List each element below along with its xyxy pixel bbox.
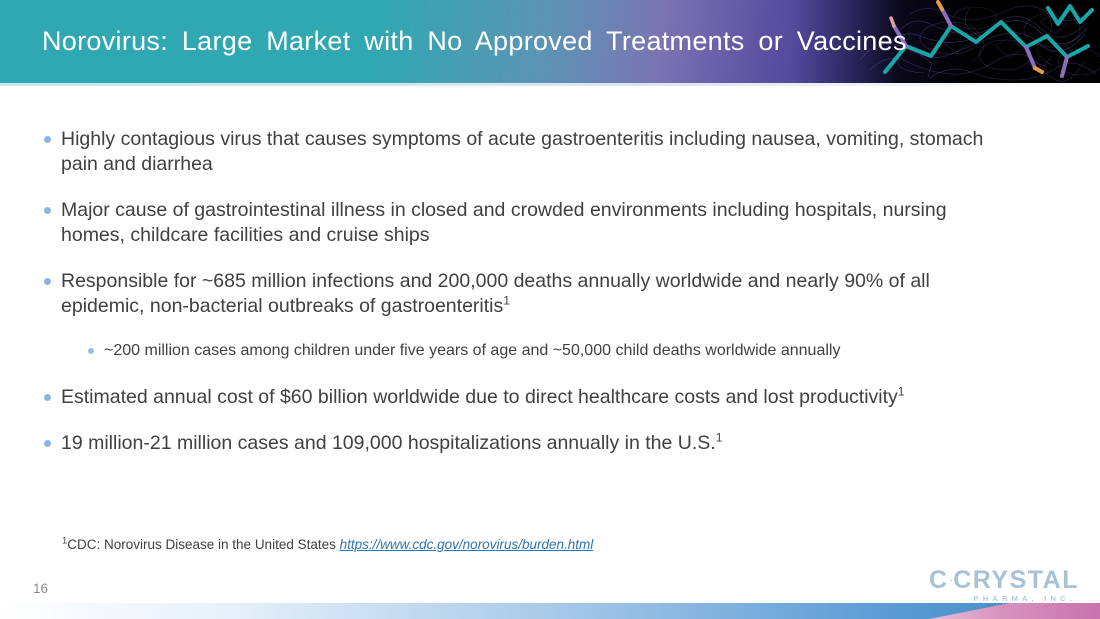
slide-header-banner (0, 0, 1100, 83)
logo-text-start: C (929, 566, 949, 594)
logo-text-end: CRYSTAL (953, 566, 1079, 594)
bullet-item-2 (44, 198, 1012, 248)
bullet-item-5 (44, 385, 1012, 410)
bullet-item-6 (44, 431, 1012, 456)
bullet-dot-icon (44, 207, 51, 214)
bullet-text-main: Major cause of gastrointestinal illness in closed and crowded environments including hospitals, nursing homes, childcare facilities and cruise ships (61, 199, 947, 246)
bullet-superscript: 1 (897, 384, 905, 399)
bullet-item-1 (44, 127, 1012, 177)
bullet-text-main: 19 million-21 million cases and 109,000 hospitalizations annually in the U.S. (61, 432, 716, 454)
bullet-item-4-sub (88, 340, 1012, 361)
footnote-link[interactable]: https://www.cdc.gov/norovirus/burden.html (339, 537, 594, 552)
page-number: 16 (33, 581, 49, 596)
bullet-text (61, 385, 905, 410)
bullet-superscript: 1 (503, 293, 510, 308)
bullet-superscript: 1 (715, 430, 723, 445)
footnote-superscript: 1 (62, 535, 68, 547)
bullet-text-main: ~200 million cases among children under five years of age and ~50,000 child deaths worldwide annually (104, 342, 841, 359)
bullet-item-3 (44, 269, 1012, 319)
bullet-dot-icon (44, 136, 51, 143)
footnote-text: CDC: Norovirus Disease in the United States (67, 537, 340, 552)
bullet-text (104, 340, 840, 361)
bullet-text-main: Highly contagious virus that causes symptoms of acute gastroenteritis including nausea, vomiting, stomach pain and diarrhea (61, 128, 984, 175)
crystal-pentagon-icon (950, 570, 953, 591)
bullet-text (61, 431, 722, 456)
bullet-text-main: Responsible for ~685 million infections and 200,000 deaths annually worldwide and nearly 90% of all epidemic, non-bacterial outbreaks of gastroenteritis (61, 270, 930, 317)
bullet-text (61, 269, 1012, 319)
bullet-text (61, 127, 1012, 177)
bullet-dot-icon (44, 278, 51, 285)
cocrystal-pharma-logo (929, 568, 1079, 603)
bullet-text-main: Estimated annual cost of $60 billion worldwide due to direct healthcare costs and lost productivity (61, 386, 898, 408)
logo-wordmark (929, 568, 1079, 593)
footer-blue-bar (0, 603, 1010, 619)
slide-title: Norovirus: Large Market with No Approved Treatments or Vaccines (42, 26, 907, 56)
bullet-list (44, 127, 1012, 477)
bullet-text (61, 198, 1012, 248)
bullet-dot-icon (44, 394, 51, 401)
logo-subtitle: PHARMA, INC. (973, 594, 1076, 603)
bullet-dot-icon (88, 348, 94, 354)
bullet-dot-icon (44, 440, 51, 447)
footnote (62, 537, 593, 552)
